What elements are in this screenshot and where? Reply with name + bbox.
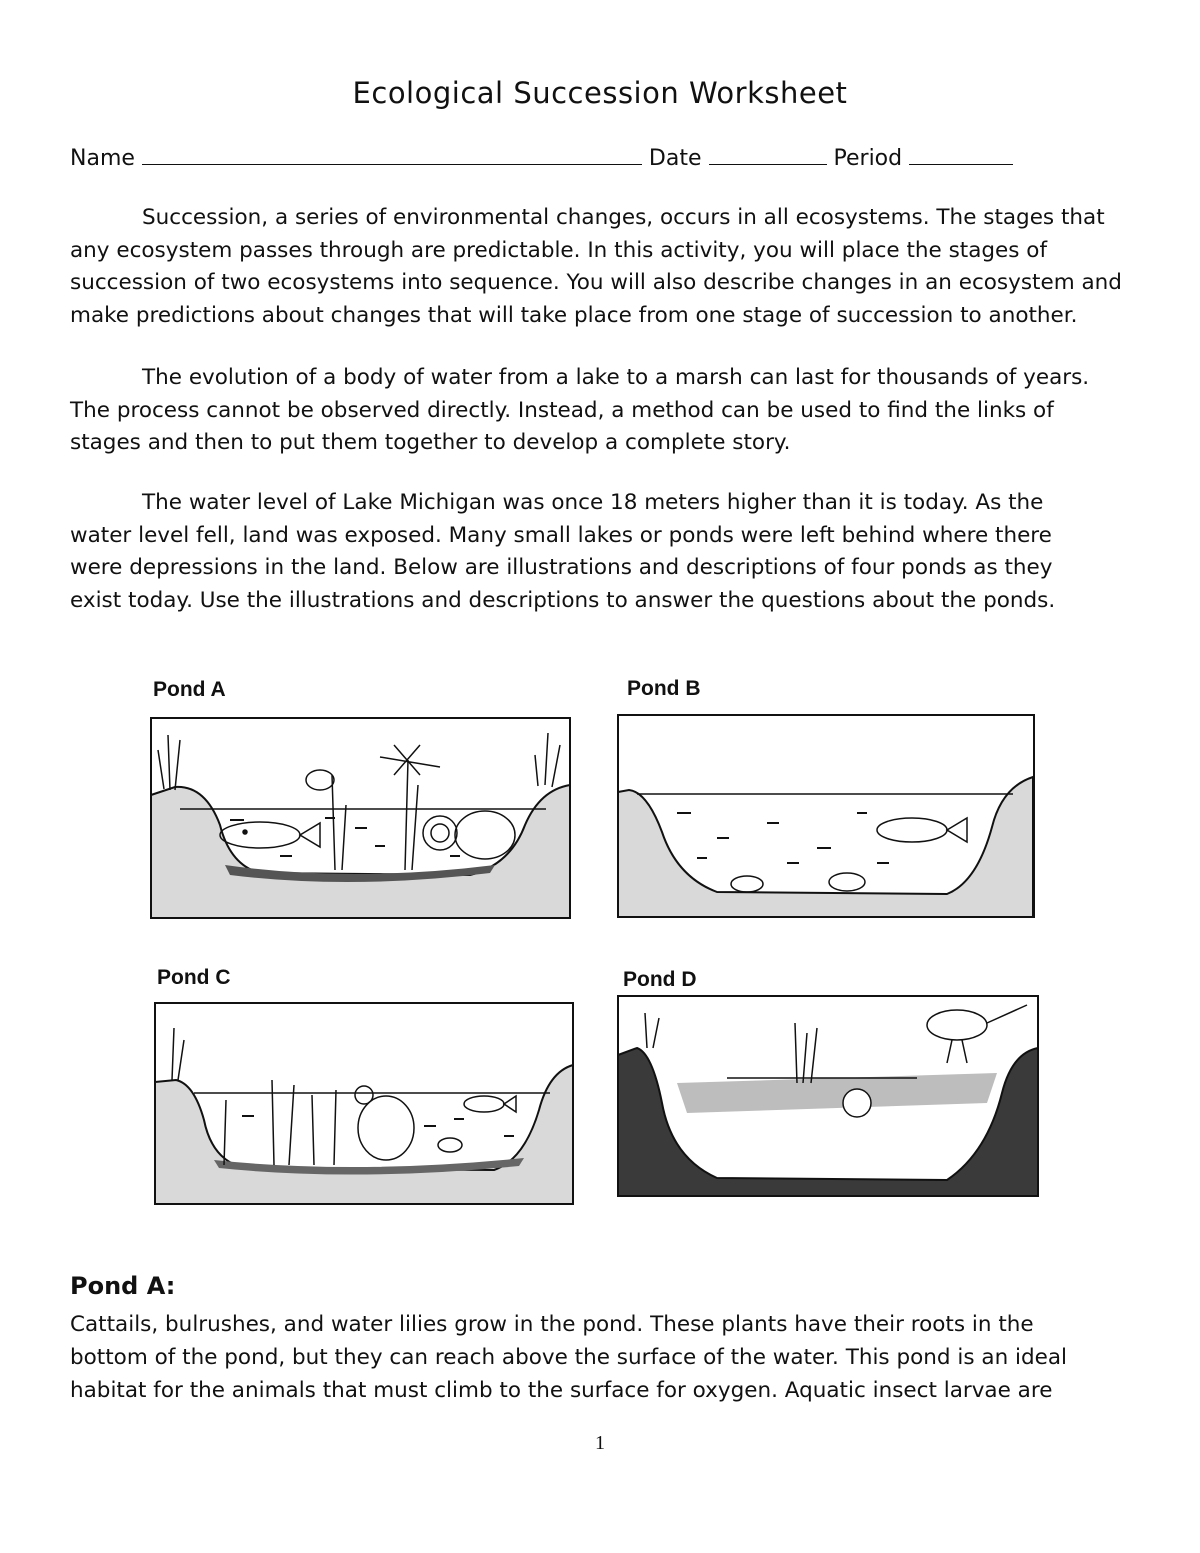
pond-d-label: Pond D [623, 968, 697, 991]
page-number: 1 [595, 1432, 605, 1454]
pond-c-label: Pond C [157, 966, 231, 989]
name-field[interactable] [142, 144, 642, 165]
period-label: Period [833, 146, 903, 171]
pond-d-illustration [617, 993, 1041, 1198]
intro-paragraph-3 [70, 487, 1140, 617]
text-line: any ecosystem passes through are predictable. In this activity, you will place the stages of [70, 237, 1048, 263]
date-field[interactable] [709, 144, 827, 165]
text-line: The process cannot be observed directly. Instead, a method can be used to find the links of [70, 397, 1054, 423]
pond-b-label: Pond B [627, 677, 701, 700]
text-line: The evolution of a body of water from a lake to a marsh can last for thousands of years. [142, 365, 1090, 390]
pond-a-heading: Pond A: [70, 1272, 176, 1300]
date-label: Date [648, 146, 702, 171]
pond-a-illustration [150, 715, 572, 920]
pond-b-illustration [617, 712, 1037, 919]
worksheet-title: Ecological Succession Worksheet [352, 76, 848, 110]
text-line: were depressions in the land. Below are illustrations and descriptions of four ponds as they [70, 555, 1053, 580]
text-line: succession of two ecosystems into sequence. You will also describe changes in an ecosystem and [70, 270, 1122, 295]
name-label: Name [70, 146, 135, 171]
period-field[interactable] [909, 144, 1013, 165]
pond-a-label: Pond A [153, 678, 226, 701]
student-info-line [70, 144, 1013, 171]
text-line: water level fell, land was exposed. Many small lakes or ponds were left behind where there [70, 522, 1052, 548]
pond-c-illustration [154, 1000, 576, 1206]
text-line: make predictions about changes that will take place from one stage of succession to another. [70, 302, 1078, 328]
pond-a-description [70, 1308, 1150, 1407]
text-line: habitat for the animals that must climb to the surface for oxygen. Aquatic insect larvae are [70, 1378, 1053, 1403]
text-line: Succession, a series of environmental changes, occurs in all ecosystems. The stages that [142, 205, 1105, 230]
intro-paragraph-2 [70, 362, 1140, 460]
text-line: The water level of Lake Michigan was once 18 meters higher than it is today. As the [142, 490, 1044, 515]
text-line: exist today. Use the illustrations and descriptions to answer the questions about the ponds. [70, 587, 1056, 613]
text-line: stages and then to put them together to develop a complete story. [70, 430, 791, 455]
text-line: Cattails, bulrushes, and water lilies grow in the pond. These plants have their roots in the [70, 1312, 1034, 1337]
text-line: bottom of the pond, but they can reach above the surface of the water. This pond is an ideal [70, 1345, 1068, 1370]
intro-paragraph-1 [70, 202, 1140, 332]
